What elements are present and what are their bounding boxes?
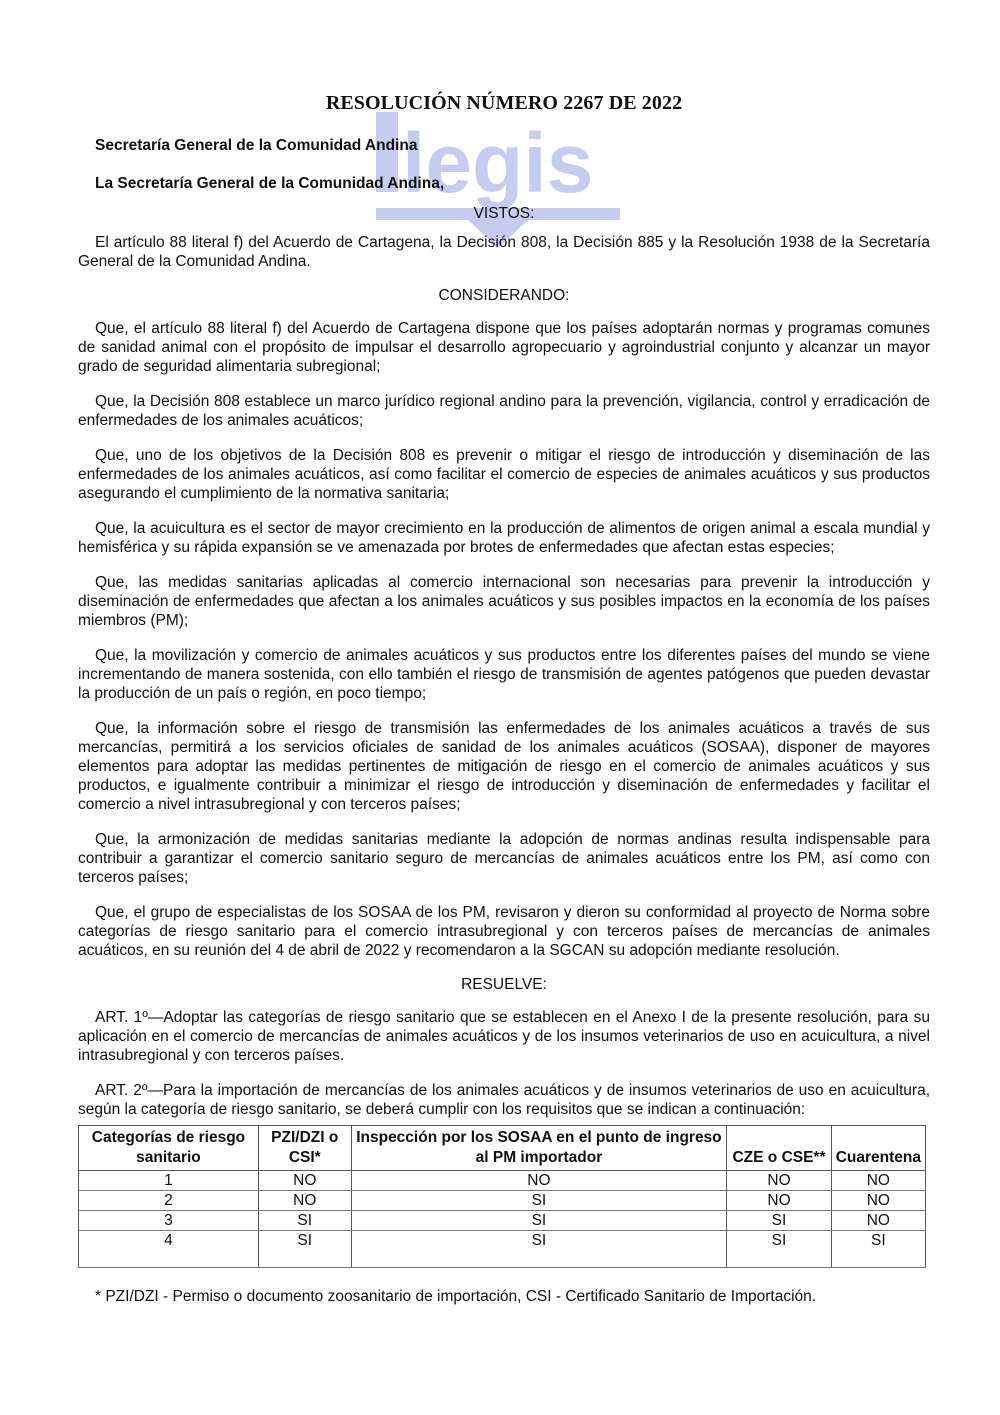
table-cell: NO [351,1171,727,1191]
table-cell: SI [258,1211,351,1231]
table-cell: 2 [79,1191,259,1211]
table-cell: 4 [79,1231,259,1268]
considerando-paragraph: Que, las medidas sanitarias aplicadas al comercio internacional son necesarias para prevenir la introducción y diseminación de enfermedades que afectan a los animales acuáticos y sus posibles impactos en la economía de los países miembros (PM); [78,574,930,629]
considerando-paragraph: Que, la información sobre el riesgo de transmisión las enfermedades de los animales acuáticos a través de sus mercancías, permitirá a los servicios oficiales de sanidad de los animales acuáticos (SOSAA), disponer de mayores elementos para adoptar las medidas pertinentes de mitigación de riesgo en el comercio de animales acuáticos y sus productos, e igualmente contribuir a minimizar el riesgo de introducción y diseminación de enfermedades y facilitar el comercio a nivel intrasubregional y con terceros países; [78,720,930,813]
document-page [78,92,930,1306]
considerando-heading: CONSIDERANDO: [438,287,570,304]
table-cell: SI [351,1231,727,1268]
table-cell: NO [727,1191,831,1211]
risk-category-table [78,1125,926,1268]
table-footnote: * PZI/DZI - Permiso o documento zoosanitario de importación, CSI - Certificado Sanitario de Importación. [95,1288,817,1305]
table-row [79,1171,926,1191]
table-cell: NO [831,1191,925,1211]
article-2: ART. 2º—Para la importación de mercancías de los animales acuáticos y de insumos veterinarios de uso en acuicultura, según la categoría de riesgo sanitario, se deberá cumplir con los requisitos que se indican a continuación: [78,1082,930,1118]
table-cell: SI [727,1211,831,1231]
column-header: PZI/DZI o CSI* [258,1126,351,1171]
considerando-paragraph: Que, la movilización y comercio de animales acuáticos y sus productos entre los diferentes países del mundo se viene incrementando de manera sostenida, con ello también el riesgo de transmisión de agentes patógenos que pueden devastar la producción de un país o región, en poco tiempo; [78,647,930,702]
column-header: Categorías de riesgo sanitario [79,1126,259,1171]
watermark-text: legis [402,116,594,210]
table-header-row [79,1126,926,1171]
table-cell: 3 [79,1211,259,1231]
table-cell: NO [258,1171,351,1191]
table-row [79,1211,926,1231]
column-header: CZE o CSE** [727,1126,831,1171]
column-header: Cuarentena [831,1126,925,1171]
table-cell: SI [727,1231,831,1268]
table-row [79,1191,926,1211]
resuelve-heading: RESUELVE: [461,976,547,993]
table-cell: 1 [79,1171,259,1191]
table-cell: NO [727,1171,831,1191]
table-cell: SI [258,1231,351,1268]
table-cell: NO [831,1211,925,1231]
article-1: ART. 1º—Adoptar las categorías de riesgo sanitario que se establecen en el Anexo I de la presente resolución, para su aplicación en el comercio de mercancías de animales acuáticos y de los insumos veterinarios de uso en acuicultura, a nivel intrasubregional y con terceros países. [78,1009,930,1064]
document-title: RESOLUCIÓN NÚMERO 2267 DE 2022 [325,92,683,114]
table-row [79,1231,926,1268]
table-cell: SI [351,1191,727,1211]
vistos-heading: VISTOS: [473,205,535,222]
considerando-paragraph: Que, el grupo de especialistas de los SOSAA de los PM, revisaron y dieron su conformidad al proyecto de Norma sobre categorías de riesgo sanitario para el comercio intrasubregional y con terceros países de mercancías de animales acuáticos, en su reunión del 4 de abril de 2022 y recomendaron a la SGCAN su adopción mediante resolución. [78,904,930,959]
vistos-paragraph: El artículo 88 literal f) del Acuerdo de Cartagena, la Decisión 808, la Decisión 885 y la Resolución 1938 de la Secretaría General de la Comunidad Andina. [78,234,930,270]
table-cell: NO [258,1191,351,1211]
table-cell: SI [831,1231,925,1268]
considerando-paragraph: Que, la acuicultura es el sector de mayor crecimiento en la producción de alimentos de origen animal a escala mundial y hemisférica y su rápida expansión se ve amenazada por brotes de enfermedades que afectan estas especies; [78,520,930,556]
considerando-paragraph: Que, el artículo 88 literal f) del Acuerdo de Cartagena dispone que los países adoptarán normas y programas comunes de sanidad animal con el propósito de impulsar el desarrollo agropecuario y agroindustrial conjunto y alcanzar un mayor grado de seguridad alimentaria subregional; [78,320,930,375]
considerando-paragraph: Que, la armonización de medidas sanitarias mediante la adopción de normas andinas resulta indispensable para contribuir a garantizar el comercio sanitario seguro de mercancías de animales acuáticos entre los PM, así como con terceros países; [78,831,930,886]
table-cell: SI [351,1211,727,1231]
issuer-line: Secretaría General de la Comunidad Andina [95,137,418,154]
considerando-paragraph: Que, la Decisión 808 establece un marco jurídico regional andino para la prevención, vigilancia, control y erradicación de enfermedades de los animales acuáticos; [78,393,930,429]
issuer-intro-line: La Secretaría General de la Comunidad Andina, [95,175,445,192]
column-header: Inspección por los SOSAA en el punto de ingreso al PM importador [351,1126,727,1171]
table-cell: NO [831,1171,925,1191]
considerando-paragraph: Que, uno de los objetivos de la Decisión 808 es prevenir o mitigar el riesgo de introducción y diseminación de las enfermedades de los animales acuáticos, así como facilitar el comercio de especies de animales acuáticos y sus productos asegurando el cumplimiento de la normativa sanitaria; [78,447,930,502]
